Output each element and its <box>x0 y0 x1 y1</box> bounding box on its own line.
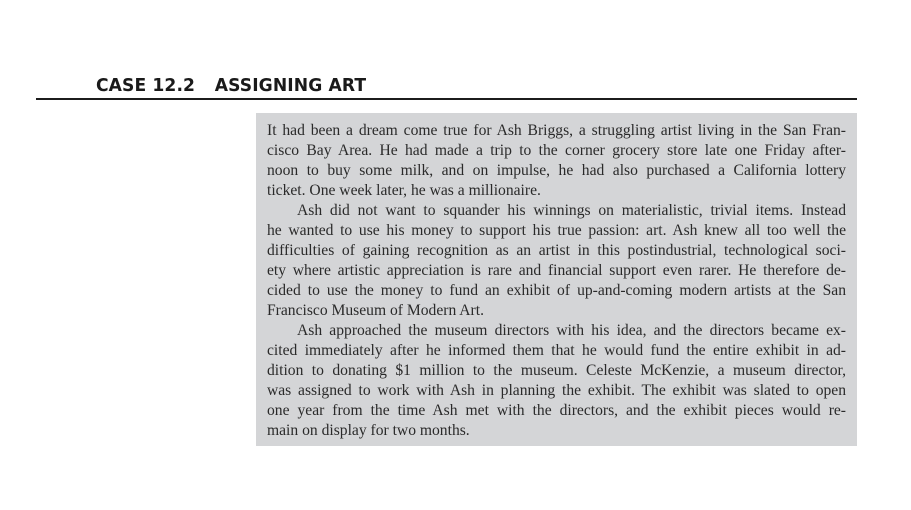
paragraph-1 <box>267 121 846 201</box>
text-line: Ash did not want to squander his winnings on materialistic, trivial items. Instead <box>297 202 846 219</box>
case-text-box <box>256 113 857 446</box>
text-line: cided to use the money to fund an exhibit of up-and-coming modern artists at the San <box>267 282 846 299</box>
text-line: he wanted to use his money to support his true passion: art. Ash knew all too well the <box>267 222 846 239</box>
text-line: difficulties of gaining recognition as an artist in this postindustrial, technological soci- <box>267 242 846 259</box>
case-number: CASE 12.2 <box>96 76 196 96</box>
text-line: Francisco Museum of Modern Art. <box>267 302 484 319</box>
case-heading <box>96 76 366 96</box>
text-line: cisco Bay Area. He had made a trip to the corner grocery store late one Friday after- <box>267 142 846 159</box>
heading-rule <box>36 98 857 100</box>
paragraph-2 <box>267 201 846 321</box>
case-title: ASSIGNING ART <box>214 76 367 96</box>
text-line: noon to buy some milk, and on impulse, he had also purchased a California lottery <box>267 162 846 179</box>
text-line: It had been a dream come true for Ash Briggs, a struggling artist living in the San Fran- <box>267 122 846 139</box>
text-line: Ash approached the museum directors with his idea, and the directors became ex- <box>297 322 846 339</box>
text-line: dition to donating $1 million to the museum. Celeste McKenzie, a museum director, <box>267 362 846 379</box>
text-line: cited immediately after he informed them that he would fund the entire exhibit in ad- <box>267 342 846 359</box>
paragraph-3 <box>267 321 846 441</box>
text-line: ety where artistic appreciation is rare and financial support even rarer. He therefore de- <box>267 262 846 279</box>
text-line: was assigned to work with Ash in planning the exhibit. The exhibit was slated to open <box>267 382 846 399</box>
text-line: one year from the time Ash met with the directors, and the exhibit pieces would re- <box>267 402 846 419</box>
case-body <box>267 121 846 441</box>
text-line: ticket. One week later, he was a millionaire. <box>267 182 541 199</box>
text-line: main on display for two months. <box>267 422 470 439</box>
